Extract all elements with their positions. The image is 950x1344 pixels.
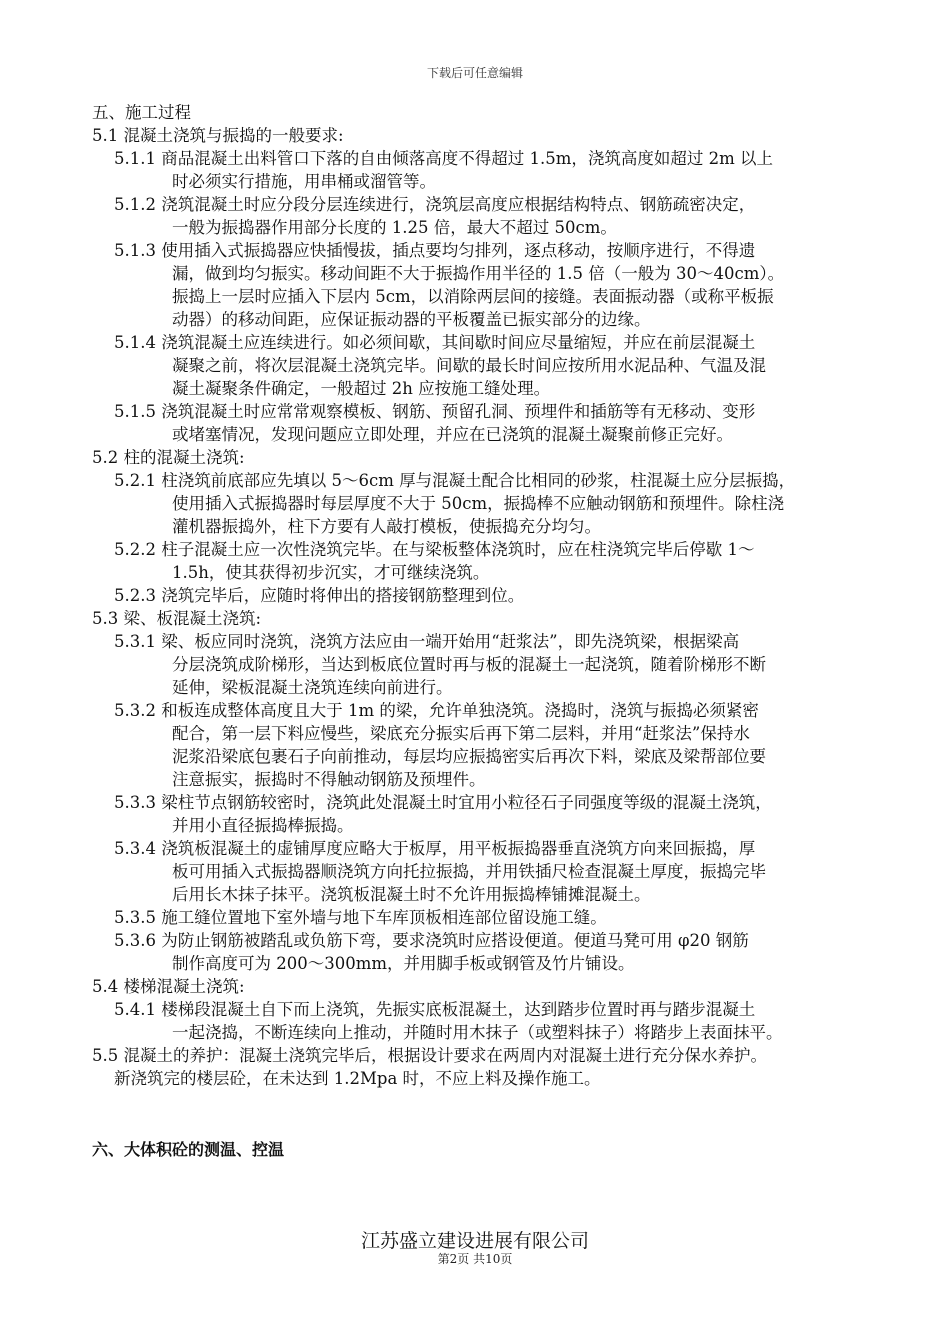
item-5-1-1-line-2: 时必须实行措施，用串桶或溜管等。 (172, 172, 436, 191)
subsection-5-2-title: 5.2 柱的混凝土浇筑: (92, 448, 245, 467)
item-5-1-4-line-3: 凝土凝聚条件确定，一般超过 2h 应按施工缝处理。 (172, 379, 551, 398)
section-5-title: 五、施工过程 (92, 103, 191, 122)
subsection-5-4-title: 5.4 楼梯混凝土浇筑: (92, 977, 245, 996)
item-5-3-2-line-2: 配合，第一层下料应慢些，梁底充分振实后再下第二层料，并用“赶浆法”保持水 (172, 724, 750, 743)
item-5-1-4-line-2: 凝聚之前，将次层混凝土浇筑完毕。间歇的最长时间应按所用水泥品种、气温及混 (172, 356, 766, 375)
item-5-4-1-line-1: 5.4.1 楼梯段混凝土自下而上浇筑，先振实底板混凝土，达到踏步位置时再与踏步混凝土 (114, 1000, 756, 1019)
item-5-1-5-line-1: 5.1.5 浇筑混凝土时应常常观察模板、钢筋、预留孔洞、预埋件和插筋等有无移动、变形 (114, 402, 756, 421)
item-5-3-6-line-1: 5.3.6 为防止钢筋被踏乱或负筋下弯，要求浇筑时应搭设便道。便道马凳可用 φ20 钢筋 (114, 931, 749, 950)
item-5-3-1-line-2: 分层浇筑成阶梯形，当达到板底位置时再与板的混凝土一起浇筑，随着阶梯形不断 (172, 655, 766, 674)
item-5-3-3-line-2: 并用小直径振捣棒振捣。 (172, 816, 354, 835)
item-5-3-5-line-1: 5.3.5 施工缝位置地下室外墙与地下车库顶板相连部位留设施工缝。 (114, 908, 607, 927)
item-5-1-5-line-2: 或堵塞情况，发现问题应立即处理，并应在已浇筑的混凝土凝聚前修正完好。 (172, 425, 733, 444)
item-5-1-4-line-1: 5.1.4 浇筑混凝土应连续进行。如必须间歇，其间歇时间应尽量缩短，并应在前层混凝土 (114, 333, 756, 352)
header-note: 下载后可任意编辑 (426, 66, 523, 80)
item-5-3-2-line-3: 泥浆沿梁底包裹石子向前推动，每层均应振捣密实后再次下料，梁底及梁帮部位要 (172, 747, 766, 766)
item-5-3-4-line-3: 后用长木抹子抹平。浇筑板混凝土时不允许用振捣棒铺摊混凝土。 (172, 885, 651, 904)
item-5-1-2-line-1: 5.1.2 浇筑混凝土时应分段分层连续进行，浇筑层高度应根据结构特点、钢筋疏密决定， (114, 195, 756, 214)
item-5-2-2-line-2: 1.5h，使其获得初步沉实，才可继续浇筑。 (172, 563, 490, 582)
document-body (92, 101, 872, 1161)
item-5-2-1-line-1: 5.2.1 柱浇筑前底部应先填以 5～6cm 厚与混凝土配合比相同的砂浆，柱混凝土应分层振捣， (114, 471, 796, 490)
subsection-5-3-title: 5.3 梁、板混凝土浇筑: (92, 609, 262, 628)
item-5-4-1-line-2: 一起浇捣，不断连续向上推动，并随时用木抹子（或塑料抹子）将踏步上表面抹平。 (172, 1023, 783, 1042)
footer-company: 江苏盛立建设进展有限公司 (360, 1230, 589, 1252)
item-5-3-4-line-2: 板可用插入式振捣器顺浇筑方向托拉振捣，并用铁插尺检查混凝土厚度，振捣完毕 (172, 862, 766, 881)
item-5-3-2-line-4: 注意振实，振捣时不得触动钢筋及预埋件。 (172, 770, 486, 789)
section-6-title: 六、大体积砼的测温、控温 (92, 1140, 285, 1159)
item-5-1-3-line-2: 漏，做到均匀振实。移动间距不大于振捣作用半径的 1.5 倍（一般为 30～40cm）。 (172, 264, 785, 283)
footer-page-number: 第2页 共10页 (437, 1252, 513, 1266)
item-5-1-3-line-1: 5.1.3 使用插入式振捣器应快插慢拔，插点要均匀排列，逐点移动，按顺序进行，不得遗 (114, 241, 756, 260)
item-5-3-4-line-1: 5.3.4 浇筑板混凝土的虚铺厚度应略大于板厚，用平板振捣器垂直浇筑方向来回振捣，厚 (114, 839, 756, 858)
item-5-1-3-line-4: 动器）的移动间距，应保证振动器的平板覆盖已振实部分的边缘。 (172, 310, 651, 329)
item-5-1-3-line-3: 振捣上一层时应插入下层内 5cm，以消除两层间的接缝。表面振动器（或称平板振 (172, 287, 774, 306)
item-5-3-1-line-3: 延伸，梁板混凝土浇筑连续向前进行。 (172, 678, 453, 697)
item-5-2-3-line-1: 5.2.3 浇筑完毕后，应随时将伸出的搭接钢筋整理到位。 (114, 586, 525, 605)
item-5-2-1-line-2: 使用插入式振捣器时每层厚度不大于 50cm，振捣棒不应触动钢筋和预埋件。除柱浇 (172, 494, 785, 513)
subsection-5-5-line-1: 5.5 混凝土的养护：混凝土浇筑完毕后，根据设计要求在两周内对混凝土进行充分保水养护。 (92, 1046, 767, 1065)
item-5-3-3-line-1: 5.3.3 梁柱节点钢筋较密时，浇筑此处混凝土时宜用小粒径石子同强度等级的混凝土浇筑， (114, 793, 772, 812)
item-5-3-1-line-1: 5.3.1 梁、板应同时浇筑，浇筑方法应由一端开始用“赶浆法”，即先浇筑梁，根据梁高 (114, 632, 740, 651)
item-5-3-2-line-1: 5.3.2 和板连成整体高度且大于 1m 的梁，允许单独浇筑。浇捣时，浇筑与振捣必须紧密 (114, 701, 759, 720)
item-5-2-2-line-1: 5.2.2 柱子混凝土应一次性浇筑完毕。在与梁板整体浇筑时，应在柱浇筑完毕后停歇 1～ (114, 540, 755, 559)
item-5-2-1-line-3: 灌机器振捣外，柱下方要有人敲打模板，使振捣充分均匀。 (172, 517, 601, 536)
item-5-1-1-line-1: 5.1.1 商品混凝土出料管口下落的自由倾落高度不得超过 1.5m，浇筑高度如超过 2m 以上 (114, 149, 773, 168)
subsection-5-1-title: 5.1 混凝土浇筑与振捣的一般要求: (92, 126, 344, 145)
subsection-5-5-line-2: 新浇筑完的楼层砼，在未达到 1.2Mpa 时，不应上料及操作施工。 (114, 1069, 601, 1088)
section-spacer (92, 1090, 872, 1138)
item-5-1-2-line-2: 一般为振捣器作用部分长度的 1.25 倍，最大不超过 50cm。 (172, 218, 617, 237)
item-5-3-6-line-2: 制作高度可为 200～300mm，并用脚手板或钢管及竹片铺设。 (172, 954, 635, 973)
